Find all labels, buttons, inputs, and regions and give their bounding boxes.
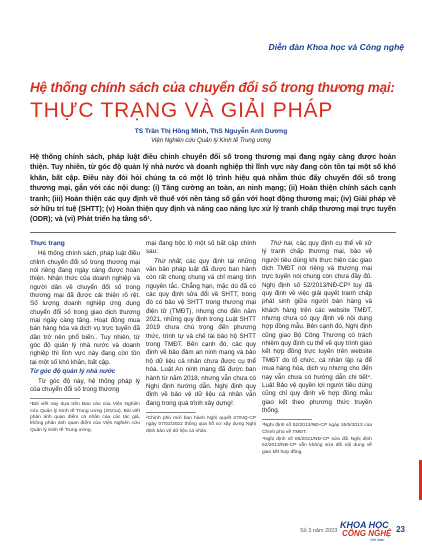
- paragraph-lead: Thứ hai,: [270, 240, 294, 247]
- column-3: [262, 240, 372, 457]
- magazine-logo: [340, 520, 392, 542]
- footnote: ⁴Nghị định số 85/2021/NĐ-CP sửa đổi Nghị định 52/2013/NĐ-CP vẫn không sửa đổi nội dung về giao kết hợp đồng.: [262, 437, 372, 455]
- issue-label: Số 3 năm 2023: [300, 528, 338, 534]
- column-2: [146, 240, 256, 436]
- section-header: Diễn đàn Khoa học và Công nghệ: [268, 42, 404, 52]
- footer: [300, 520, 405, 542]
- paragraph: mại đang bộc lộ một số bất cập chính sau:: [146, 240, 256, 256]
- article-title-line2: THỰC TRẠNG VÀ GIẢI PHÁP: [30, 99, 334, 122]
- footnote-rule: [146, 412, 196, 413]
- authors: TS Trần Thị Hồng Minh, ThS Nguyễn Anh Dương: [134, 128, 288, 135]
- column-1: [30, 240, 140, 435]
- paragraph: Hệ thống chính sách, pháp luật điều chỉnh chuyển đổi số trong thương mại nói riêng đang ngày càng được hoàn thiện. Nhận thức của doanh nghiệp và người dân về chuyển đổi số trong thương mại đã được cải thiện rõ rệt. Số lượng doanh nghiệp ứng dụng chuyển đổi số trong giao dịch thương mại ngày càng tăng. Hoạt động mua bán hàng hóa và dịch vụ trực tuyến đã dần trở nên phổ biến.. Tuy nhiên, từ góc độ quản lý nhà nước và doanh nghiệp thì lĩnh vực này đang còn tồn tại một số khó khăn, bất cập.: [30, 250, 140, 366]
- paragraph: Từ góc độ này, hệ thống pháp lý của chuyển đổi số trong thương: [30, 377, 140, 393]
- footnote: ²Chính phủ mới ban hành Nghị quyết 27/NQ-CP ngày 07/03/2022 thông qua hồ sơ xây dựng Nghị định bảo vệ dữ liệu cá nhân.: [146, 415, 256, 434]
- paragraph: [262, 240, 372, 415]
- footnote: ¹Bài viết này dựa trên Báo cáo của Viện Nghiên cứu Quản lý Kinh tế Trung ương (2021a). Bài viết phản ánh quan điểm cá nhân của các tác giả, không phản ánh quan điểm của Viện Nghiên cứu Quản lý Kinh tế Trung ương.: [30, 402, 140, 433]
- section-heading: Thực trạng: [30, 240, 65, 247]
- logo-line2: CÔNG NGHỆ: [342, 529, 392, 538]
- abstract: Hệ thống chính sách, pháp luật điều chỉnh chuyển đổi số trong thương mại đang ngày càng được hoàn thiện. Tuy nhiên, từ góc độ quản lý nhà nước và doanh nghiệp thì lĩnh vực này đang còn tồn tại một số khó khăn, bất cập. Điều này đòi hỏi chúng ta cỏ một lộ trình hiệu quả nhằm thúc đẩy chuyển đổi số trong thương mại, gắn với các nội dung: (i) Tăng cường an toàn, an ninh mạng; (ii) Hoàn thiện chính sách cạnh tranh; (iii) Hoàn thiện các quy định về thuế với nền tảng số gắn với hoạt động thương mại; (iv) Giải pháp về sở hữu trí tuệ (SHTT); (v) Hoàn thiện quy định và nâng cao năng lực xử lý tranh chấp thương mại trực tuyến (ODR); và (vi) Phát triển hạ tầng số¹.: [30, 153, 396, 224]
- paragraph-body: các quy định tại những văn bản pháp luật đã được ban hành còn rất chung chung và chỉ mang tính nguyên tắc. Chẳng hạn, mặc dù đã có các quy định sửa đổi về SHTT, trong đó có bảo vệ SHTT trong thương mại điện tử (TMĐT), nhưng cho đến năm 2021, những quy định trong Luật SHTT 2019 chưa chú trọng đến phương thức, trình tự và chế tài bảo hộ SHTT trong TMĐT. Bên cạnh đó, các quy định về bảo đảm an ninh mạng và bảo hộ dữ liệu cá nhân chưa được cụ thể hóa. Luật An ninh mạng đã được ban hành từ năm 2018, nhưng vẫn chưa có Nghị định hướng dẫn. Nghị định quy định về bảo vệ dữ liệu cá nhân vẫn đang trong quá trình xây dựng².: [146, 257, 256, 407]
- logo-line1: KHOA HỌC: [340, 520, 389, 530]
- footnote: ³Nghị định số 52/2013/NĐ-CP ngày 16/5/2013 của Chính phủ về TMĐT.: [262, 423, 372, 435]
- paragraph-body: các quy định cụ thể về xử lý tranh chấp thương mại, bảo vệ người tiêu dùng khi thực hiện các giao dịch TMĐT nói riêng và thương mại trực tuyến nói chung còn chưa đầy đủ. Nghị định số 52/2013/NĐ-CP³ tuy đã quy định về việc giải quyết tranh chấp phát sinh giữa người bán hàng và khách hàng trên các website TMĐT, nhưng chưa có quy định về nội dung hợp đồng mẫu. Bên cạnh đó, Nghị định cũng giao Bộ Công Thương có trách nhiệm quy định cụ thể về quy trình giao kết hợp đồng trực tuyến trên website TMĐT do tổ chức, cá nhân lập ra để mua hàng hóa, dịch vụ nhưng cho đến nay vẫn chưa có hướng dẫn chi tiết⁴. Luật Bảo vệ quyền lợi người tiêu dùng cũng chỉ quy định về hợp đồng mẫu giao kết theo phương thức truyền thống.: [262, 240, 372, 414]
- logo-line3: Việt Nam: [370, 538, 385, 542]
- paragraph-lead: Thứ nhất,: [154, 257, 183, 265]
- affiliation: Viện Nghiên cứu Quản lý Kinh tế Trung ương: [151, 138, 271, 144]
- subsection-heading: Từ góc độ quản lý nhà nước: [30, 368, 116, 376]
- footnote-rule: [262, 419, 312, 420]
- footnote-rule: [30, 398, 80, 399]
- article-title-line1: Hệ thống chính sách của chuyển đổi số trong thương mại:: [30, 80, 395, 95]
- divider: [30, 232, 396, 233]
- page-number: 23: [396, 525, 405, 534]
- paragraph: [146, 258, 256, 408]
